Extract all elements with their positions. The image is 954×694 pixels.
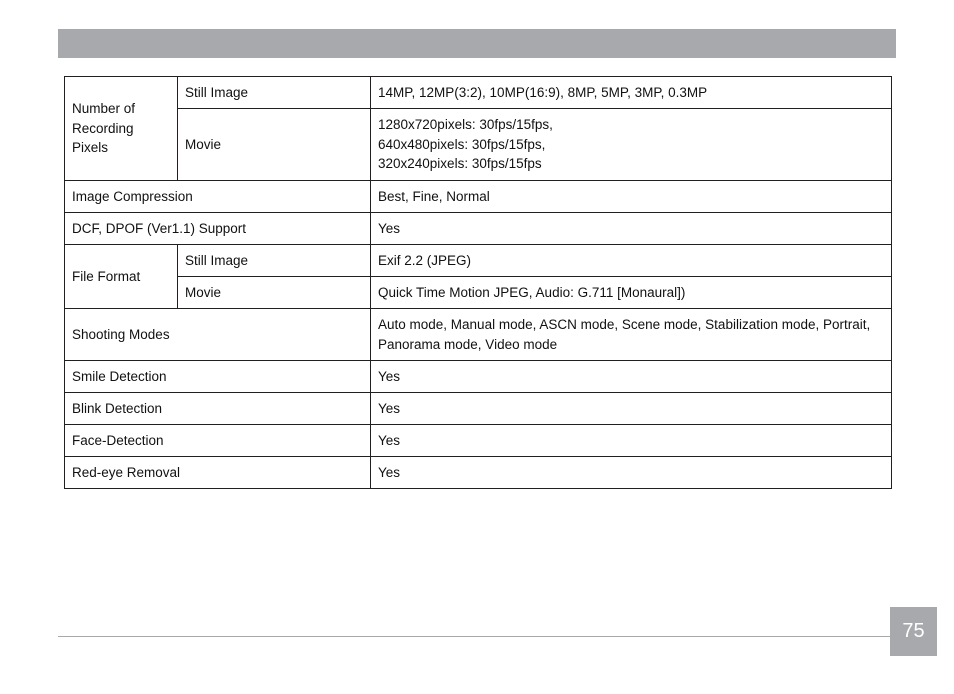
spec-sublabel-still-image: Still Image bbox=[178, 77, 371, 109]
spec-label-smile-detection: Smile Detection bbox=[65, 361, 371, 393]
spec-table bbox=[64, 76, 892, 489]
spec-label-blink-detection: Blink Detection bbox=[65, 393, 371, 425]
spec-sublabel-file-format-still: Still Image bbox=[178, 245, 371, 277]
spec-sublabel-movie: Movie bbox=[178, 109, 371, 181]
table-row bbox=[65, 361, 892, 393]
spec-value-image-compression: Best, Fine, Normal bbox=[371, 181, 892, 213]
table-row bbox=[65, 181, 892, 213]
spec-value-file-format-movie: Quick Time Motion JPEG, Audio: G.711 [Monaural]) bbox=[371, 277, 892, 309]
spec-label-file-format: File Format bbox=[65, 245, 178, 309]
spec-label-red-eye-removal: Red-eye Removal bbox=[65, 457, 371, 489]
header-bar bbox=[58, 29, 896, 58]
spec-label-shooting-modes: Shooting Modes bbox=[65, 309, 371, 361]
spec-value-red-eye-removal: Yes bbox=[371, 457, 892, 489]
table-row bbox=[65, 393, 892, 425]
table-row bbox=[65, 277, 892, 309]
spec-label-face-detection: Face-Detection bbox=[65, 425, 371, 457]
footer-divider bbox=[58, 636, 890, 637]
spec-value-face-detection: Yes bbox=[371, 425, 892, 457]
spec-value-file-format-still: Exif 2.2 (JPEG) bbox=[371, 245, 892, 277]
spec-label-dcf-dpof: DCF, DPOF (Ver1.1) Support bbox=[65, 213, 371, 245]
table-row bbox=[65, 213, 892, 245]
spec-label-image-compression: Image Compression bbox=[65, 181, 371, 213]
table-row bbox=[65, 457, 892, 489]
spec-sublabel-file-format-movie: Movie bbox=[178, 277, 371, 309]
spec-value-smile-detection: Yes bbox=[371, 361, 892, 393]
spec-value-still-image: 14MP, 12MP(3:2), 10MP(16:9), 8MP, 5MP, 3MP, 0.3MP bbox=[371, 77, 892, 109]
spec-label-recording-pixels: Number of Recording Pixels bbox=[65, 77, 178, 181]
table-row bbox=[65, 109, 892, 181]
spec-value-dcf-dpof: Yes bbox=[371, 213, 892, 245]
table-row bbox=[65, 309, 892, 361]
table-row bbox=[65, 77, 892, 109]
spec-value-blink-detection: Yes bbox=[371, 393, 892, 425]
page-number: 75 bbox=[890, 607, 937, 656]
table-row bbox=[65, 425, 892, 457]
spec-value-movie: 1280x720pixels: 30fps/15fps, 640x480pixels: 30fps/15fps, 320x240pixels: 30fps/15fps bbox=[371, 109, 892, 181]
table-row bbox=[65, 245, 892, 277]
spec-value-shooting-modes: Auto mode, Manual mode, ASCN mode, Scene mode, Stabilization mode, Portrait, Panorama mode, Video mode bbox=[371, 309, 892, 361]
